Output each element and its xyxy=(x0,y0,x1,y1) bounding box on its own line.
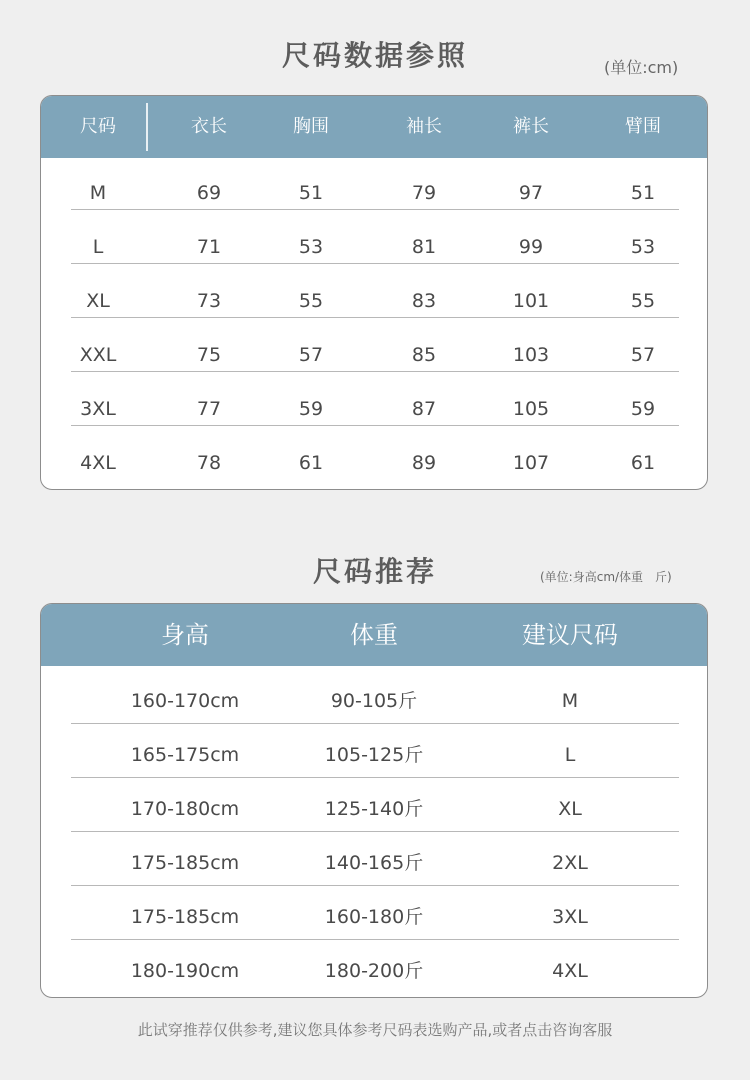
row-divider xyxy=(71,939,679,940)
row-divider xyxy=(71,371,679,372)
table-cell: 79 xyxy=(411,182,437,204)
table-cell: 160-170cm xyxy=(130,690,240,712)
table-cell: 105 xyxy=(512,398,550,420)
column-header: 裤长 xyxy=(513,116,549,137)
table-cell: 81 xyxy=(411,236,437,258)
footer-note: 此试穿推荐仅供参考,建议您具体参考尺码表选购产品,或者点击咨询客服 xyxy=(137,1021,613,1039)
column-header: 体重 xyxy=(350,621,398,649)
table-row xyxy=(41,689,707,713)
table-cell: 55 xyxy=(630,290,656,312)
column-header: 身高 xyxy=(161,621,209,649)
row-divider xyxy=(71,263,679,264)
size-chart-title: 尺码数据参照 xyxy=(281,39,468,72)
table-cell: 97 xyxy=(518,182,544,204)
table-row xyxy=(41,181,707,205)
size-chart-unit: (单位:cm) xyxy=(604,58,679,77)
table-row xyxy=(41,289,707,313)
table-cell: L xyxy=(564,744,576,766)
table-cell: 61 xyxy=(298,452,324,474)
size-chart-header-row xyxy=(41,96,707,158)
header-divider xyxy=(146,103,148,151)
table-cell: 165-175cm xyxy=(130,744,240,766)
table-row xyxy=(41,397,707,421)
table-row xyxy=(41,743,707,767)
recommend-unit: (单位:身高cm/体重 斤) xyxy=(540,570,672,584)
column-header: 臂围 xyxy=(625,116,661,137)
table-cell: 73 xyxy=(196,290,222,312)
table-cell: 4XL xyxy=(80,452,116,474)
table-cell: 4XL xyxy=(552,960,588,982)
recommend-title: 尺码推荐 xyxy=(312,555,437,588)
row-divider xyxy=(71,317,679,318)
table-cell: 3XL xyxy=(80,398,116,420)
column-header: 袖长 xyxy=(406,116,442,137)
table-cell: 180-190cm xyxy=(130,960,240,982)
row-divider xyxy=(71,209,679,210)
size-chart-table xyxy=(40,95,708,490)
table-cell: 57 xyxy=(630,344,656,366)
table-cell: XXL xyxy=(79,344,117,366)
table-cell: 90-105斤 xyxy=(330,690,418,712)
table-cell: XL xyxy=(558,798,582,820)
table-row xyxy=(41,343,707,367)
table-cell: 175-185cm xyxy=(130,906,240,928)
table-cell: 78 xyxy=(196,452,222,474)
table-cell: 59 xyxy=(298,398,324,420)
table-row xyxy=(41,959,707,983)
table-row xyxy=(41,797,707,821)
table-cell: 125-140斤 xyxy=(324,798,424,820)
table-cell: 55 xyxy=(298,290,324,312)
column-header: 衣长 xyxy=(191,116,227,137)
table-cell: 160-180斤 xyxy=(324,906,424,928)
table-cell: 140-165斤 xyxy=(324,852,424,874)
table-cell: 53 xyxy=(298,236,324,258)
column-header: 胸围 xyxy=(293,116,329,137)
table-cell: 69 xyxy=(196,182,222,204)
table-cell: M xyxy=(561,690,579,712)
table-cell: 87 xyxy=(411,398,437,420)
table-row xyxy=(41,905,707,929)
table-cell: 89 xyxy=(411,452,437,474)
table-cell: 83 xyxy=(411,290,437,312)
table-cell: 51 xyxy=(630,182,656,204)
table-cell: 170-180cm xyxy=(130,798,240,820)
table-row xyxy=(41,235,707,259)
table-cell: 103 xyxy=(512,344,550,366)
recommend-header-row xyxy=(41,604,707,666)
column-header: 建议尺码 xyxy=(522,621,618,649)
table-row xyxy=(41,451,707,475)
table-cell: 2XL xyxy=(552,852,588,874)
row-divider xyxy=(71,777,679,778)
table-cell: 99 xyxy=(518,236,544,258)
table-cell: 61 xyxy=(630,452,656,474)
table-cell: 180-200斤 xyxy=(324,960,424,982)
table-cell: 57 xyxy=(298,344,324,366)
row-divider xyxy=(71,885,679,886)
table-cell: 105-125斤 xyxy=(324,744,424,766)
row-divider xyxy=(71,425,679,426)
table-cell: 75 xyxy=(196,344,222,366)
row-divider xyxy=(71,723,679,724)
table-cell: M xyxy=(89,182,107,204)
recommend-table xyxy=(40,603,708,998)
table-cell: 51 xyxy=(298,182,324,204)
table-cell: 71 xyxy=(196,236,222,258)
table-cell: 107 xyxy=(512,452,550,474)
row-divider xyxy=(71,831,679,832)
table-cell: 59 xyxy=(630,398,656,420)
table-cell: 77 xyxy=(196,398,222,420)
table-row xyxy=(41,851,707,875)
table-cell: L xyxy=(92,236,104,258)
table-cell: XL xyxy=(86,290,110,312)
table-cell: 85 xyxy=(411,344,437,366)
table-cell: 3XL xyxy=(552,906,588,928)
column-header: 尺码 xyxy=(80,116,116,137)
table-cell: 101 xyxy=(512,290,550,312)
table-cell: 175-185cm xyxy=(130,852,240,874)
table-cell: 53 xyxy=(630,236,656,258)
